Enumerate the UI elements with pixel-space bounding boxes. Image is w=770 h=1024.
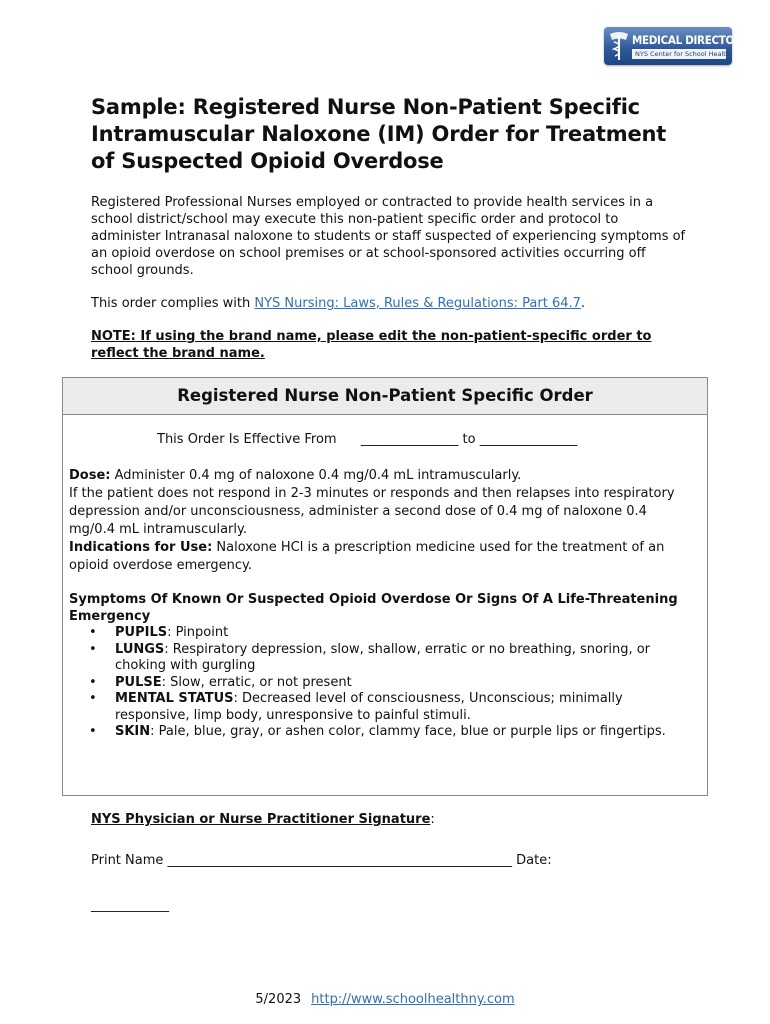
page-footer <box>0 992 770 1007</box>
symptom-item <box>69 625 695 642</box>
print-name-row <box>91 853 552 868</box>
brand-name-note: NOTE: If using the brand name, please edit the non-patient-specific order to reflect the brand name. <box>91 329 652 361</box>
symptom-label: PUPILS <box>115 625 168 640</box>
symptom-item <box>69 675 695 692</box>
symptoms-list <box>69 625 695 741</box>
bullet-icon: • <box>89 625 97 640</box>
indications-text: Naloxone HCl is a prescription medicine used for the treatment of an opioid overdose emergency. <box>69 540 665 573</box>
signature-title-text: NYS Physician or Nurse Practitioner Signature <box>91 812 431 827</box>
dose-label: Dose: <box>69 468 111 483</box>
logo-name: MEDICAL DIRECTORS <box>632 33 749 47</box>
print-name-field[interactable]: _____________________________________________________ <box>167 853 513 868</box>
bullet-icon: • <box>89 724 97 739</box>
regulations-link[interactable]: NYS Nursing: Laws, Rules & Regulations: Part 64.7 <box>254 296 581 311</box>
symptom-label: SKIN <box>115 724 151 739</box>
footer-url-link[interactable]: http://www.schoolhealthny.com <box>311 992 515 1007</box>
effective-label: This Order Is Effective From <box>157 432 337 447</box>
order-box-heading: Registered Nurse Non-Patient Specific Order <box>63 378 707 415</box>
order-box <box>62 377 708 796</box>
effective-from-field[interactable]: _______________ <box>360 432 459 447</box>
symptoms-title: Symptoms Of Known Or Suspected Opioid Overdose Or Signs Of A Life-Threatening Emergency <box>69 592 678 624</box>
order-box-body <box>69 467 695 741</box>
dose-followup: If the patient does not respond in 2-3 minutes or responds and then relapses into respiratory depression and/or unconsciousness, administer a second dose of 0.4 mg of naloxone 0.4 mg/0.4 mL intramuscularly. <box>69 486 675 537</box>
document-title: Sample: Registered Nurse Non-Patient Specific Intramuscular Naloxone (IM) Order for Treatment of Suspected Opioid Overdose <box>91 95 667 173</box>
compliance-statement <box>91 295 691 312</box>
footer-date: 5/2023 <box>255 992 302 1007</box>
symptom-item <box>69 724 695 741</box>
signature-title-suffix: : <box>430 812 435 827</box>
symptom-text: : Pale, blue, gray, or ashen color, clammy face, blue or purple lips or fingertips. <box>150 724 666 739</box>
effective-to-field[interactable]: _______________ <box>479 432 578 447</box>
intro-paragraph: Registered Professional Nurses employed or contracted to provide health services in a school district/school may execute this non-patient specific order and protocol to administer Intranasal naloxone to students or staff suspected of experiencing symptoms of an opioid overdose on school premises or at school-sponsored activities occurring off school grounds. <box>91 195 686 278</box>
signature-title <box>91 812 435 827</box>
symptom-text: : Slow, erratic, or not present <box>161 674 352 690</box>
indications-label: Indications for Use: <box>69 540 213 555</box>
bullet-icon: • <box>89 691 97 706</box>
logo-subtitle: NYS Center for School Health <box>632 49 726 59</box>
dose-line <box>69 467 695 485</box>
symptom-item <box>69 642 695 675</box>
date-field[interactable]: ____________ <box>91 898 169 913</box>
bullet-icon: • <box>89 674 97 690</box>
print-name-label: Print Name <box>91 853 164 868</box>
compliance-suffix: . <box>580 296 586 311</box>
symptom-text: : Decreased level of consciousness, Unconscious; minimally responsive, limp body, unresponsive to painful stimuli. <box>115 691 623 723</box>
symptom-label: LUNGS <box>115 641 165 657</box>
symptom-text: : Pinpoint <box>167 625 229 640</box>
symptom-text: : Respiratory depression, slow, shallow, erratic or no breathing, snoring, or choking with gurgling <box>115 641 651 673</box>
bullet-icon: • <box>89 641 97 657</box>
symptom-label: MENTAL STATUS <box>115 691 234 706</box>
compliance-prefix: This order complies with <box>91 296 255 311</box>
caduceus-icon <box>608 30 630 62</box>
symptom-item <box>69 691 695 724</box>
medical-directors-logo <box>604 27 749 65</box>
date-label: Date: <box>516 853 552 868</box>
dose-text: Administer 0.4 mg of naloxone 0.4 mg/0.4 mL intramuscularly. <box>110 468 522 483</box>
to-label: to <box>462 432 476 447</box>
indications-line <box>69 539 695 575</box>
effective-dates <box>157 432 577 447</box>
symptom-label: PULSE <box>115 674 162 690</box>
